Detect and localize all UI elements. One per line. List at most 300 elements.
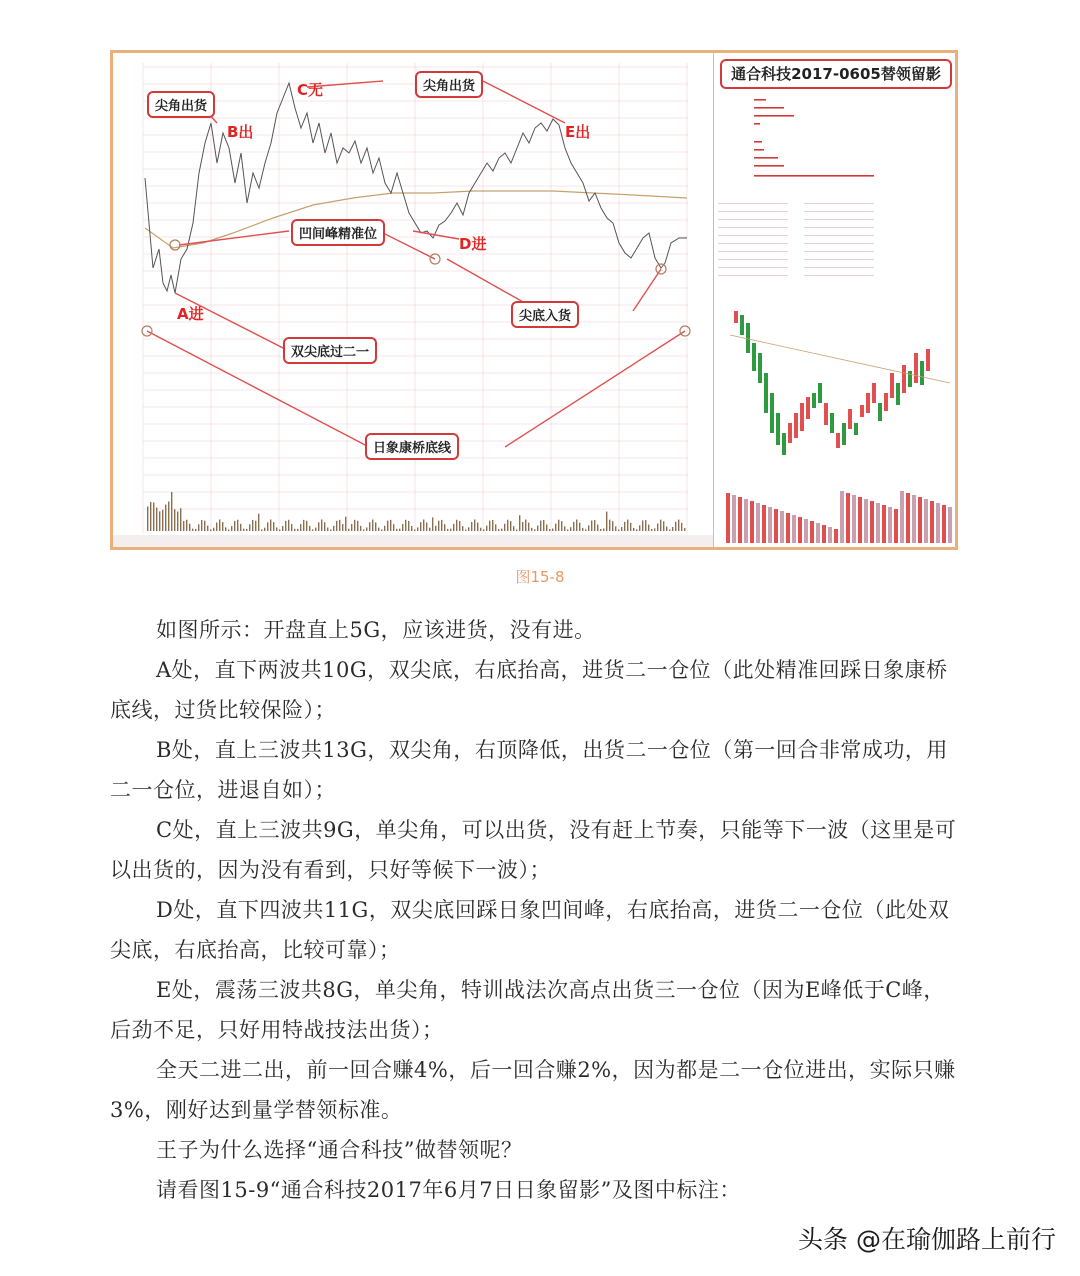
volume-bar [672, 527, 673, 531]
annotation-line [483, 81, 565, 123]
volume-bar [159, 511, 160, 531]
volume-bar [540, 521, 541, 531]
point-label-c: C无 [297, 81, 324, 99]
volume-bar [615, 526, 616, 531]
volume-bar [354, 520, 355, 531]
paragraph: 王子为什么选择“通合科技”做替领呢？ [156, 1138, 523, 1162]
volume-bar [648, 525, 649, 531]
volume-bar [219, 520, 220, 531]
volume-bar [165, 505, 166, 531]
candle [908, 371, 912, 387]
volume-bar [627, 520, 628, 531]
volume-bar [246, 529, 247, 531]
candle [830, 413, 834, 433]
candle [764, 373, 768, 413]
daily-volume-bar [882, 505, 886, 543]
candle [926, 349, 930, 371]
volume-bar [363, 529, 364, 531]
daily-volume-bar [918, 497, 922, 543]
candle [836, 433, 840, 448]
volume-bar [420, 522, 421, 531]
volume-bar [573, 522, 574, 531]
quote-row-line [718, 251, 788, 252]
volume-bar [174, 509, 175, 531]
volume-bar [348, 529, 349, 531]
daily-volume-bar [762, 505, 766, 543]
volume-bar [198, 524, 199, 531]
volume-bar [618, 529, 619, 531]
order-bar [754, 157, 778, 159]
volume-bar [516, 529, 517, 531]
daily-volume-bar [756, 503, 760, 543]
volume-bar [180, 508, 181, 531]
daily-volume-bar [864, 499, 868, 543]
volume-bar [585, 529, 586, 531]
candle [758, 353, 762, 383]
volume-bar [168, 502, 169, 531]
volume-bar [303, 520, 304, 531]
candle [818, 383, 822, 403]
daily-volume-bar [774, 509, 778, 543]
candle [854, 423, 858, 435]
volume-bar [378, 528, 379, 531]
volume-bar [570, 527, 571, 531]
annotation-circle [170, 240, 180, 250]
volume-bar [459, 521, 460, 531]
volume-bar [279, 529, 280, 531]
volume-bar [327, 527, 328, 531]
daily-volume-bar [828, 527, 832, 543]
callout-rixiang: 日象康桥底线 [365, 433, 459, 460]
quote-row-line [804, 219, 874, 220]
volume-bar [411, 526, 412, 531]
daily-volume-bar [834, 529, 838, 543]
volume-bar [336, 521, 337, 531]
volume-bar [300, 524, 301, 531]
stock-chart-figure [110, 50, 958, 550]
daily-volume-bar [804, 519, 808, 543]
volume-bar [210, 529, 211, 531]
volume-bar [612, 521, 613, 531]
daily-volume-bar [906, 493, 910, 543]
volume-bar [504, 524, 505, 531]
quote-row-line [804, 203, 874, 204]
volume-bar [414, 529, 415, 531]
volume-bar [510, 521, 511, 531]
order-bar [754, 115, 794, 117]
volume-bar [207, 526, 208, 531]
candle [848, 409, 852, 429]
volume-bar [153, 503, 154, 531]
volume-bar [474, 520, 475, 531]
callout-aojianfeng: 凹间峰精准位 [291, 219, 385, 246]
volume-bar [522, 522, 523, 531]
volume-bar [423, 520, 424, 531]
candle [896, 383, 900, 405]
candle [860, 405, 864, 417]
paragraph: E处，震荡三波共8G，单尖角，特训战法次高点出货三一仓位（因为E峰低于C峰，后劲不足，只好用特战技法出货）； [110, 978, 945, 1042]
volume-bar [444, 524, 445, 531]
candle [770, 393, 774, 433]
candle [752, 343, 756, 371]
daily-volume-bar [768, 507, 772, 543]
annotation-line [505, 331, 685, 447]
volume-bar [531, 528, 532, 531]
daily-volume-bar [930, 501, 934, 543]
volume-bar [243, 529, 244, 531]
volume-bar [597, 525, 598, 531]
quote-row-line [718, 227, 788, 228]
volume-bar [678, 520, 679, 531]
candle [806, 397, 810, 419]
volume-bar [567, 529, 568, 531]
daily-volume-bar [942, 505, 946, 543]
volume-bar [486, 526, 487, 531]
volume-bar [492, 520, 493, 531]
daily-volume-bar [846, 493, 850, 543]
volume-bar [546, 524, 547, 531]
volume-bar [222, 522, 223, 531]
volume-bar [237, 520, 238, 531]
volume-bar [660, 520, 661, 531]
volume-bar [162, 510, 163, 531]
volume-bar [525, 520, 526, 531]
volume-bar [417, 527, 418, 531]
volume-bar [552, 529, 553, 531]
order-book-and-kline [714, 53, 956, 547]
volume-bar [333, 526, 334, 531]
candle [794, 413, 798, 438]
volume-bar [471, 522, 472, 531]
volume-bar [495, 524, 496, 531]
daily-volume-bar [792, 515, 796, 543]
order-book-bars [754, 99, 874, 177]
volume-bar [429, 528, 430, 531]
volume-bar [579, 523, 580, 531]
volume-bar [285, 521, 286, 531]
volume-bar [312, 529, 313, 531]
volume-bar [594, 520, 595, 531]
daily-volume-bar [810, 521, 814, 543]
volume-bar [630, 523, 631, 531]
volume-bar [498, 529, 499, 531]
daily-volume-bar [924, 499, 928, 543]
volume-bar [576, 520, 577, 531]
volume-bar [294, 529, 295, 531]
volume-bar [324, 522, 325, 531]
daily-volume-bar [876, 503, 880, 543]
volume-bar [561, 521, 562, 531]
volume-bar [519, 515, 520, 531]
volume-bar [462, 526, 463, 531]
volume-bar [258, 514, 259, 531]
candle [920, 361, 924, 385]
volume-bar [315, 528, 316, 531]
volume-bar [288, 520, 289, 531]
volume-bar [675, 522, 676, 531]
candle [914, 353, 918, 383]
volume-bar [201, 520, 202, 531]
daily-volume-bar [726, 493, 730, 543]
callout-shuangjian: 双尖底过二一 [283, 337, 377, 364]
volume-bar [651, 529, 652, 531]
volume-bar [642, 520, 643, 531]
daily-volume-bar [822, 525, 826, 543]
order-bar [754, 165, 784, 167]
paragraph: B处，直上三波共13G，双尖角，右顶降低，出货二一仓位（第一回合非常成功，用二一仓位，进退自如）； [110, 738, 948, 802]
candle [812, 393, 816, 408]
volume-bar [582, 528, 583, 531]
daily-volume-bar [738, 497, 742, 543]
volume-bar [204, 521, 205, 531]
quote-row-line [718, 203, 788, 204]
volume-bar [441, 520, 442, 531]
candle [734, 311, 738, 323]
volume-bar [261, 529, 262, 531]
paragraph: 请看图15-9“通合科技2017年6月7日日象留影”及图中标注： [156, 1178, 741, 1202]
volume-bar [528, 523, 529, 531]
candle [842, 423, 846, 445]
volume-bar [213, 528, 214, 531]
volume-bar [399, 529, 400, 531]
daily-volume-bar [936, 503, 940, 543]
daily-volume-bar [900, 491, 904, 543]
order-bar [754, 107, 784, 109]
daily-volume-bar [780, 511, 784, 543]
volume-bar [375, 522, 376, 531]
volume-bar [603, 528, 604, 531]
daily-volume-bars [726, 491, 952, 543]
quote-row-line [718, 259, 788, 260]
quote-row-line [804, 251, 874, 252]
figure-caption: 图15-8 [515, 568, 565, 586]
volume-bar [369, 522, 370, 531]
candle [746, 323, 750, 353]
volume-bar [225, 527, 226, 531]
volume-bar [489, 521, 490, 531]
order-bar [754, 99, 766, 101]
point-label-e: E出 [565, 123, 591, 141]
volume-bar [330, 529, 331, 531]
volume-bar [483, 529, 484, 531]
volume-bar [387, 521, 388, 531]
candle [890, 373, 894, 398]
candle [878, 403, 882, 421]
daily-volume-bar [744, 499, 748, 543]
volume-bar [645, 520, 646, 531]
daily-volume-bar [870, 501, 874, 543]
volume-bar [186, 520, 187, 531]
volume-bar [447, 529, 448, 531]
candle [740, 315, 744, 335]
volume-bar [543, 520, 544, 531]
quote-row-line [718, 235, 788, 236]
paragraph: C处，直上三波共9G，单尖角，可以出货，没有赶上节奏，只能等下一波（这里是可以出货的，因为没有看到，只好等候下一波）； [110, 818, 957, 882]
volume-bar [621, 527, 622, 531]
volume-bar [360, 526, 361, 531]
quote-row-line [718, 275, 788, 276]
candle [782, 433, 786, 455]
candle [902, 365, 906, 393]
daily-volume-bar [798, 517, 802, 543]
candle [788, 423, 792, 443]
quote-row-line [718, 267, 788, 268]
volume-bar [384, 526, 385, 531]
volume-bar [339, 520, 340, 531]
volume-bar [666, 526, 667, 531]
volume-bar [456, 520, 457, 531]
quote-row-line [804, 275, 874, 276]
order-bar [754, 175, 874, 177]
volume-bar [468, 527, 469, 531]
quote-row-line [804, 211, 874, 212]
volume-bar [357, 521, 358, 531]
volume-bar [183, 521, 184, 531]
volume-bar [291, 524, 292, 531]
volume-bar [633, 528, 634, 531]
order-bar [754, 141, 762, 143]
volume-bar [426, 522, 427, 531]
daily-volume-bar [732, 495, 736, 543]
quote-row-line [804, 243, 874, 244]
volume-bar [453, 524, 454, 531]
volume-bar [171, 492, 172, 531]
volume-bar [156, 508, 157, 531]
volume-bar [234, 521, 235, 531]
daily-volume-bar [894, 509, 898, 543]
volume-bar [372, 520, 373, 531]
side-panel-title: 通合科技2017-0605替领留影 [720, 59, 952, 89]
quote-row-line [804, 259, 874, 260]
annotation-line [379, 231, 435, 259]
volume-bar [609, 520, 610, 531]
volume-bar [264, 528, 265, 531]
paragraph: 如图所示：开盘直上5G，应该进货，没有进。 [156, 618, 596, 642]
volume-bar [684, 528, 685, 531]
volume-bar [624, 522, 625, 531]
order-bar [754, 149, 764, 151]
quote-rows [718, 203, 874, 276]
candle [884, 393, 888, 411]
quote-row-line [804, 235, 874, 236]
volume-bar [177, 511, 178, 531]
quote-row-line [718, 219, 788, 220]
daily-volume-bar [816, 523, 820, 543]
callout-jianjiao-top: 尖角出货 [415, 71, 483, 98]
volume-bars [147, 492, 685, 531]
quote-row-line [718, 243, 788, 244]
daily-volume-bar [858, 497, 862, 543]
volume-bar [276, 527, 277, 531]
quote-row-line [718, 211, 788, 212]
volume-bar [267, 522, 268, 531]
volume-bar [390, 520, 391, 531]
daily-volume-bar [786, 513, 790, 543]
article-body [110, 610, 960, 1210]
volume-bar [477, 523, 478, 531]
volume-bar [507, 520, 508, 531]
daily-candles [730, 311, 950, 455]
volume-bar [282, 526, 283, 531]
volume-bar [681, 523, 682, 531]
volume-bar [669, 529, 670, 531]
daily-volume-bar [840, 491, 844, 543]
volume-bar [513, 526, 514, 531]
volume-bar [150, 502, 151, 531]
volume-bar [432, 517, 433, 531]
point-label-d: D进 [459, 235, 487, 253]
volume-bar [366, 527, 367, 531]
order-bar [754, 123, 760, 125]
volume-bar [189, 524, 190, 531]
volume-bar [393, 524, 394, 531]
volume-bar [501, 529, 502, 531]
daily-volume-bar [888, 507, 892, 543]
volume-bar [252, 520, 253, 531]
candle [866, 393, 870, 413]
volume-bar [537, 525, 538, 531]
point-label-a: A进 [177, 305, 204, 323]
candle [872, 383, 876, 403]
volume-bar [588, 525, 589, 531]
volume-bar [309, 526, 310, 531]
candle [800, 403, 804, 431]
volume-bar [657, 523, 658, 531]
volume-bar [192, 529, 193, 531]
volume-bar [402, 524, 403, 531]
volume-bar [240, 524, 241, 531]
volume-bar [351, 524, 352, 531]
volume-bar [465, 529, 466, 531]
volume-bar [663, 521, 664, 531]
bottom-bar [113, 535, 713, 547]
volume-bar [600, 529, 601, 531]
volume-bar [606, 512, 607, 531]
volume-bar [381, 529, 382, 531]
daily-volume-bar [750, 501, 754, 543]
volume-bar [558, 520, 559, 531]
volume-bar [396, 529, 397, 531]
point-label-b: B出 [227, 123, 254, 141]
volume-bar [438, 521, 439, 531]
volume-bar [654, 528, 655, 531]
source-watermark: 头条 @在瑜伽路上前行 [798, 1225, 1056, 1254]
volume-bar [195, 529, 196, 531]
volume-bar [228, 529, 229, 531]
volume-bar [591, 520, 592, 531]
volume-bar [306, 521, 307, 531]
daily-volume-bar [852, 495, 856, 543]
volume-bar [342, 524, 343, 531]
volume-bar [549, 529, 550, 531]
volume-bar [450, 529, 451, 531]
volume-bar [249, 524, 250, 531]
volume-bar [270, 520, 271, 531]
volume-bar [480, 528, 481, 531]
volume-bar [216, 523, 217, 531]
volume-bar [345, 517, 346, 531]
volume-bar [321, 520, 322, 531]
volume-bar [231, 526, 232, 531]
daily-volume-bar [948, 507, 952, 543]
volume-bar [255, 521, 256, 531]
volume-bar [297, 529, 298, 531]
intraday-chart [113, 53, 713, 547]
volume-bar [636, 529, 637, 531]
volume-bar [147, 506, 148, 531]
quote-row-line [804, 267, 874, 268]
volume-bar [534, 529, 535, 531]
